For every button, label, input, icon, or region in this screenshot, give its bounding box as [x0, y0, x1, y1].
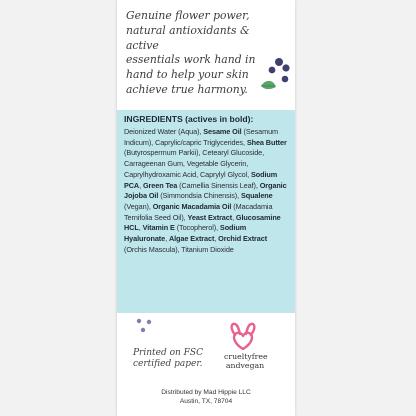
ingredient-text: (Simmondsia Chinensis), [158, 191, 241, 201]
vegan-line: andvegan [225, 361, 265, 371]
active-ingredient: Yeast Extract [187, 212, 233, 222]
active-ingredient: Green Tea [142, 180, 178, 190]
active-ingredient: Organic Macadamia Oil [152, 201, 232, 211]
bunny-heart-icon [226, 322, 260, 350]
dot-cluster-icon [135, 318, 155, 338]
active-ingredient: Squalene [240, 191, 273, 201]
berry-leaf-icon [257, 56, 293, 98]
ingredient-text: , [139, 180, 143, 190]
tagline: Genuine flower power, natural antioxidants & active essentials work hand in hand to help your skin achieve true harmony. [126, 9, 256, 96]
distributor-address: Austin, TX, 78704 [179, 397, 233, 405]
active-ingredient: Glucosamine HCL [124, 212, 281, 233]
ingredient-text: (Sesamum Indicum), Caprylic/capric Triglycerides, [124, 127, 279, 147]
ingredient-text: (Camellia Sinensis Leaf), [177, 180, 260, 190]
active-ingredient: Sodium Hyaluronate [124, 223, 247, 244]
label-panel [117, 0, 295, 416]
ingredients-section [117, 110, 295, 313]
cruelty-free-vegan-mark [224, 352, 266, 370]
ingredient-text: (Orchis Mascula), Titanium Dioxide [124, 244, 234, 254]
ingredient-text: (Tocopherol), [174, 223, 220, 233]
active-ingredient: Vitamin E [142, 223, 175, 233]
ingredient-text: , [232, 212, 236, 222]
cruelty-free-line: crueltyfree [224, 352, 268, 361]
active-ingredient: Sodium PCA [124, 169, 278, 190]
distributor-name: Distributed by Mad Hippie LLC [161, 389, 251, 396]
active-ingredient: Shea Butter [246, 137, 287, 147]
fsc-note: Printed on FSC certified paper. [133, 348, 203, 369]
ingredients-list [124, 127, 290, 255]
ingredient-text: , [165, 234, 169, 244]
ingredient-text: (Macadamia Ternifolia Seed Oil), [124, 201, 273, 222]
active-ingredient: Sesame Oil [203, 127, 242, 136]
ingredient-text: , [214, 234, 219, 244]
distributor-info [117, 389, 295, 406]
ingredient-text: Deionized Water (Aqua), [124, 127, 204, 136]
ingredient-text: (Vegan), [124, 201, 153, 211]
ingredients-heading: INGREDIENTS (actives in bold): [124, 114, 254, 124]
active-ingredient: Orchid Extract [218, 234, 268, 244]
active-ingredient: Organic Jojoba Oil [124, 180, 287, 201]
ingredient-text: (Butyrospermum Parkii), Cetearyl Glucoside, Carrageenan Gum, Vegetable Glycerin, Caprylhydroxamic Acid, Caprylyl Glycol, [124, 148, 265, 179]
active-ingredient: Algae Extract [168, 234, 215, 244]
ingredient-text: , [138, 223, 143, 233]
